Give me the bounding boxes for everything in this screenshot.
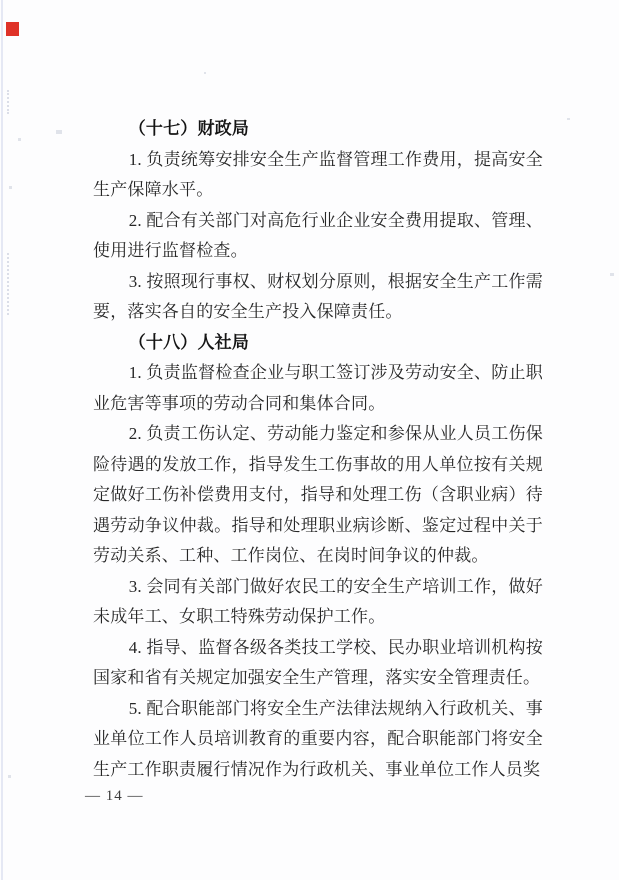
scan-noise (7, 253, 9, 315)
scan-edge-artifact (1, 0, 3, 880)
scan-noise (567, 118, 570, 120)
scan-noise (18, 138, 21, 141)
section-heading: （十八）人社局 (128, 332, 250, 352)
scan-noise (204, 72, 206, 74)
scan-noise (9, 186, 12, 189)
scan-noise (7, 90, 9, 114)
scan-noise (56, 130, 62, 134)
section-heading: （十七）财政局 (128, 119, 250, 138)
scan-noise (610, 273, 614, 276)
paragraph: 2. 配合有关部门对高危行业企业安全费用提取、管理、使用进行监督检查。 (93, 210, 543, 260)
scan-noise (8, 775, 11, 778)
paragraph: 1. 负责监督检查企业与职工签订涉及劳动安全、防止职业危害等事项的劳动合同和集体合同。 (93, 363, 543, 413)
paragraph: 1. 负责统筹安排安全生产监督管理工作费用，提高安全生产保障水平。 (93, 149, 543, 199)
paragraph: 2. 负责工伤认定、劳动能力鉴定和参保从业人员工伤保险待遇的发放工作，指导发生工伤事故的用人单位按有关规定做好工伤补偿费用支付，指导和处理工伤（含职业病）待遇劳动争议仲裁。指导和处理职业病诊断、鉴定过程中关于劳动关系、工种、工作岗位、在岗时间争议的仲裁。 (93, 424, 543, 565)
red-corner-mark (6, 22, 19, 36)
document-body (93, 114, 543, 785)
paragraph: 3. 按照现行事权、财权划分原则，根据安全生产工作需要，落实各自的安全生产投入保障责任。 (93, 271, 543, 321)
page-number: — 14 — (85, 788, 144, 804)
paragraph: 5. 配合职能部门将安全生产法律法规纳入行政机关、事业单位工作人员培训教育的重要内容，配合职能部门将安全生产工作职责履行情况作为行政机关、事业单位工作人员奖 (93, 698, 543, 779)
paragraph: 4. 指导、监督各级各类技工学校、民办职业培训机构按国家和省有关规定加强安全生产管理，落实安全管理责任。 (93, 637, 543, 687)
paragraph: 3. 会同有关部门做好农民工的安全生产培训工作，做好未成年工、女职工特殊劳动保护工作。 (93, 576, 543, 626)
